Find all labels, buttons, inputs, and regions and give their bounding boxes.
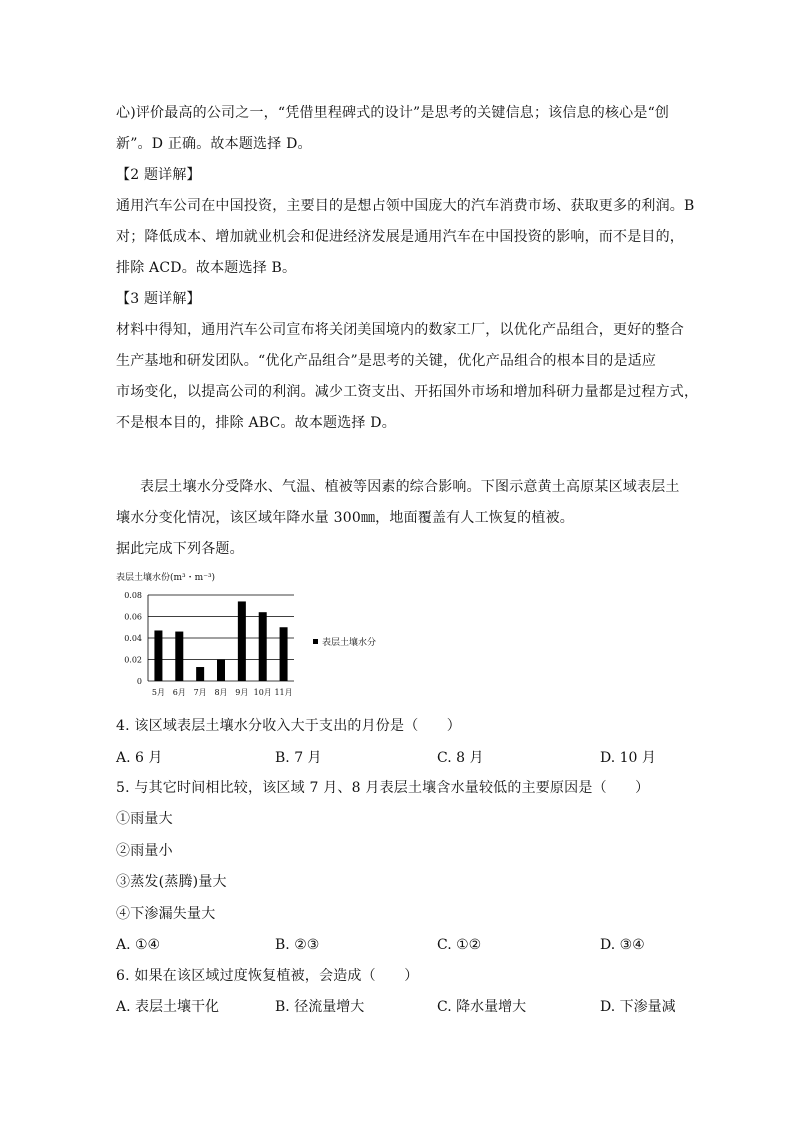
bar <box>217 660 225 682</box>
solution-line: 心)评价最高的公司之一，“凭借里程碑式的设计”是思考的关键信息；该信息的核心是“创 <box>116 105 670 121</box>
q5-option-b[interactable]: B. ②③ <box>275 937 320 953</box>
x-tick-label: 8月 <box>214 688 228 697</box>
q5-item-3: ③蒸发(蒸腾)量大 <box>116 874 227 890</box>
bar <box>196 667 204 681</box>
soil-moisture-chart <box>112 568 412 703</box>
solution-line: 材料中得知，通用汽车公司宣布将关闭美国境内的数家工厂，以优化产品组合，更好的整合 <box>116 322 684 338</box>
legend-swatch <box>313 639 318 644</box>
solution-line: 生产基地和研发团队。“优化产品组合”是思考的关键，优化产品组合的根本目的是适应 <box>116 353 657 369</box>
q6-option-c[interactable]: C. 降水量增大 <box>437 999 527 1015</box>
q5-item-1: ①雨量大 <box>116 811 173 827</box>
q6-stem: 6. 如果在该区域过度恢复植被，会造成（ ） <box>116 968 419 984</box>
bar <box>175 632 183 681</box>
y-tick-label: 0.04 <box>124 634 142 643</box>
solution-line: 排除 ACD。故本题选择 B。 <box>116 260 297 276</box>
q5-stem: 5. 与其它时间相比较，该区域 7 月、8 月表层土壤含水量较低的主要原因是（ ） <box>116 780 650 796</box>
bar <box>154 630 162 681</box>
solution-line: 通用汽车公司在中国投资，主要目的是想占领中国庞大的汽车消费市场、获取更多的利润。B <box>116 198 695 214</box>
bar <box>238 601 246 681</box>
solution-line: 对；降低成本、增加就业机会和促进经济发展是通用汽车在中国投资的影响，而不是目的， <box>116 229 684 245</box>
material-line: 壤水分变化情况，该区域年降水量 300㎜，地面覆盖有人工恢复的植被。 <box>116 510 574 526</box>
q2-heading: 【2 题详解】 <box>116 167 201 183</box>
x-tick-label: 6月 <box>172 688 186 697</box>
q6-option-d[interactable]: D. 下渗量减 <box>600 999 676 1015</box>
y-tick-label: 0.08 <box>124 591 142 600</box>
q6-option-b[interactable]: B. 径流量增大 <box>275 999 365 1015</box>
x-tick-label: 5月 <box>151 688 165 697</box>
x-tick-label: 11月 <box>274 688 293 697</box>
x-tick-label: 9月 <box>235 688 249 697</box>
q5-option-c[interactable]: C. ①② <box>437 937 482 953</box>
legend-label: 表层土壤水分 <box>322 638 377 648</box>
chart-title: 表层土壤水份(m³・m⁻³) <box>116 573 216 583</box>
q6-option-a[interactable]: A. 表层土壤干化 <box>116 999 220 1015</box>
q4-stem: 4. 该区域表层土壤水分收入大于支出的月份是（ ） <box>116 718 462 734</box>
solution-line: 新”。D 正确。故本题选择 D。 <box>116 136 312 152</box>
q5-item-2: ②雨量小 <box>116 843 173 859</box>
chart-svg <box>112 568 412 703</box>
q3-heading: 【3 题详解】 <box>116 291 201 307</box>
q4-option-a[interactable]: A. 6 月 <box>116 750 163 766</box>
y-tick-label: 0.02 <box>124 655 142 665</box>
q4-option-b[interactable]: B. 7 月 <box>275 750 322 766</box>
y-tick-label: 0.06 <box>124 612 142 622</box>
q4-option-c[interactable]: C. 8 月 <box>437 750 484 766</box>
q5-item-4: ④下渗漏失量大 <box>116 906 216 922</box>
q5-option-a[interactable]: A. ①④ <box>116 937 161 953</box>
solution-line: 不是根本目的，排除 ABC。故本题选择 D。 <box>116 415 396 431</box>
q5-option-d[interactable]: D. ③④ <box>600 937 645 953</box>
material-line: 表层土壤水分受降水、气温、植被等因素的综合影响。下图示意黄土高原某区域表层土 <box>140 479 680 495</box>
q4-option-d[interactable]: D. 10 月 <box>600 750 656 766</box>
bar <box>259 612 267 681</box>
solution-line: 市场变化，以提高公司的利润。减少工资支出、开拓国外市场和增加科研力量都是过程方式， <box>116 384 699 400</box>
y-tick-label: 0 <box>136 677 142 686</box>
bar <box>280 627 288 681</box>
material-line: 据此完成下列各题。 <box>116 541 244 557</box>
x-tick-label: 10月 <box>253 688 272 697</box>
x-tick-label: 7月 <box>193 688 207 697</box>
